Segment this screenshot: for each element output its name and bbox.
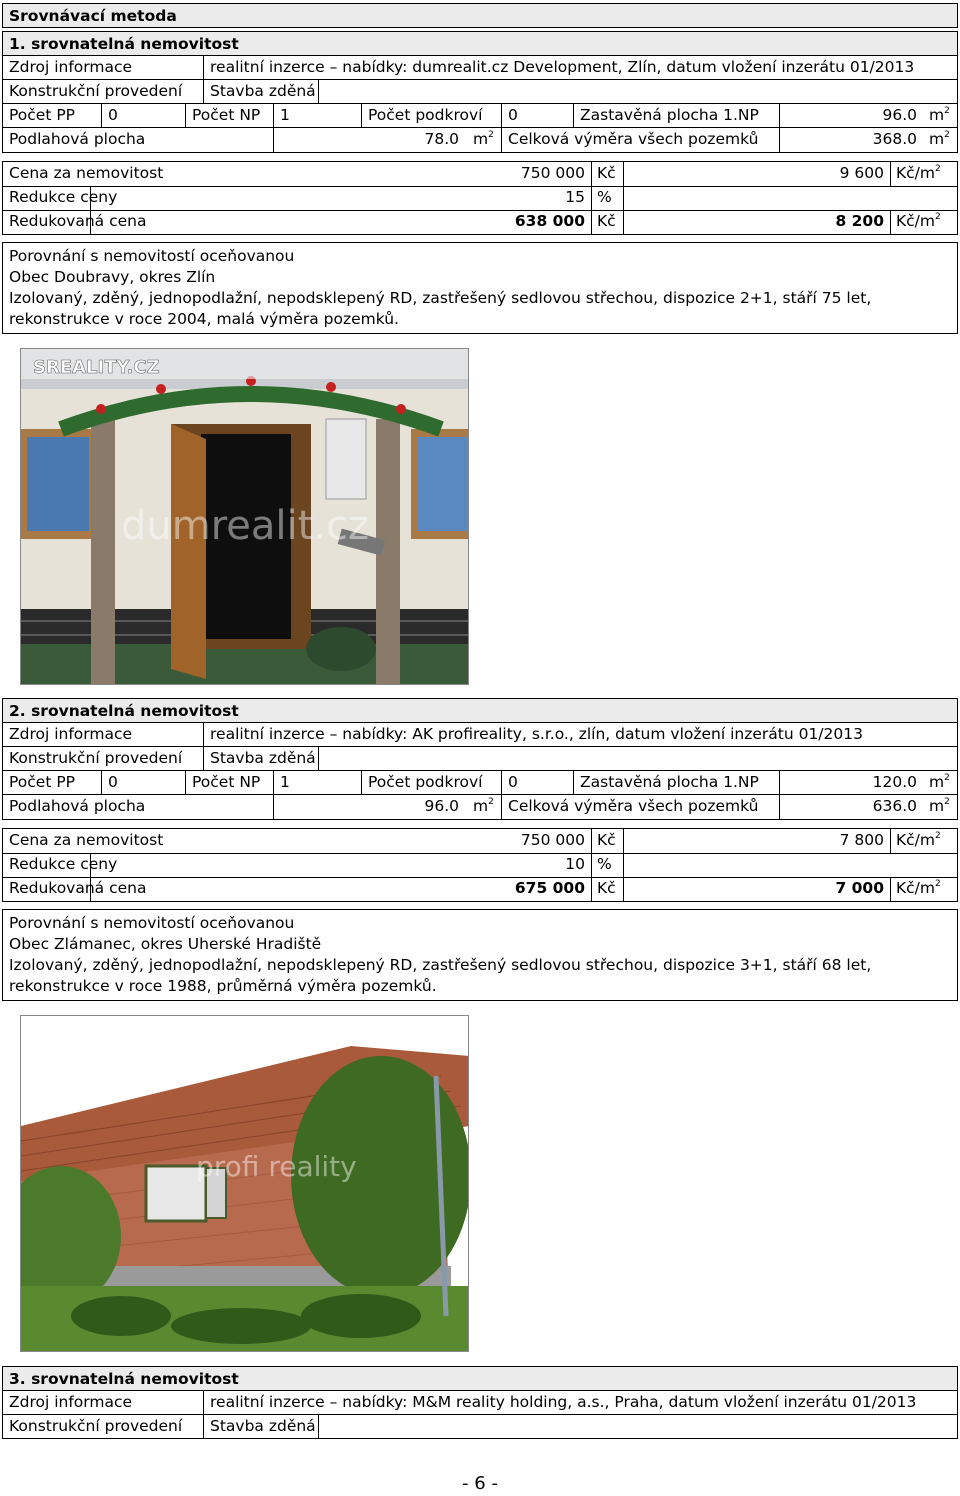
podkrovi-value: 0: [501, 771, 573, 794]
pozemky-value: 636.0: [779, 795, 923, 819]
konstrukce-value: Stavba zděná: [203, 1415, 319, 1438]
cena-m2-unit: $Kč/m^2$: [896, 164, 941, 182]
zdroj-value: realitní inzerce – nabídky: dumrealit.cz Development, Zlín, datum vložení inzerátu 01/2013: [203, 56, 957, 79]
cena-label: Cena za nemovitost: [9, 164, 164, 182]
konstrukce-row: [2, 80, 958, 104]
konstrukce-value: Stavba zděná: [203, 80, 319, 103]
konstrukce-value: Stavba zděná: [203, 747, 319, 770]
ceny-block: [2, 828, 958, 902]
obec-value: Obec Zlámanec, okres Uherské Hradiště: [9, 935, 322, 953]
section-title: Srovnávací metoda: [9, 7, 177, 25]
zdroj-value: realitní inzerce – nabídky: AK profireality, s.r.o., zlín, datum vložení inzerátu 01/2013: [203, 723, 957, 746]
svg-text:dumrealit.cz: dumrealit.cz: [121, 503, 370, 549]
obec-value: Obec Doubravy, okres Zlín: [9, 268, 216, 286]
zdroj-row: [2, 723, 958, 747]
podlahova-label: Podlahová plocha: [9, 797, 146, 815]
plochy-row: [2, 795, 958, 820]
np-label: Počet NP: [185, 771, 273, 794]
pozemky-unit: $m^2$: [929, 130, 950, 148]
redukovana-value: 675 000: [514, 879, 585, 897]
cena-m2-unit: $Kč/m^2$: [896, 831, 941, 849]
property-1-photo: [20, 348, 469, 685]
pozemky-value: 368.0: [779, 128, 923, 152]
zastavena-value: 96.0: [779, 104, 923, 127]
pozemky-unit: $m^2$: [929, 797, 950, 815]
svg-text:SREALITY.CZ: SREALITY.CZ: [33, 357, 160, 378]
page-number: - 6 -: [462, 1473, 498, 1494]
podlahova-value: 78.0: [273, 128, 465, 152]
pp-label: Počet PP: [9, 773, 76, 791]
redukce-unit: %: [597, 188, 612, 206]
property-2-photo: [20, 1015, 469, 1352]
zdroj-label: Zdroj informace: [9, 725, 133, 743]
pp-value: 0: [101, 771, 185, 794]
pocty-row: [2, 771, 958, 795]
redukovana-label: Redukovaná cena: [9, 879, 147, 897]
konstrukce-row: [2, 747, 958, 771]
pozemky-label: Celková výměra všech pozemků: [501, 128, 779, 152]
konstrukce-label: Konstrukční provedení: [9, 82, 183, 100]
cena-unit: Kč: [597, 164, 616, 182]
cena-m2-value: 7 800: [839, 831, 884, 849]
zastavena-unit: $m^2$: [929, 773, 950, 791]
podlahova-unit: $m^2$: [473, 130, 494, 148]
zdroj-label: Zdroj informace: [9, 58, 133, 76]
pocty-row: [2, 104, 958, 128]
konstrukce-label: Konstrukční provedení: [9, 749, 183, 767]
podlahova-unit: $m^2$: [473, 797, 494, 815]
redukovana-m2-value: 8 200: [835, 212, 884, 230]
redukovana-value: 638 000: [514, 212, 585, 230]
zdroj-row: [2, 56, 958, 80]
redukce-unit: %: [597, 855, 612, 873]
redukovana-m2-value: 7 000: [835, 879, 884, 897]
np-value: 1: [273, 771, 361, 794]
redukovana-m2-unit: $Kč/m^2$: [896, 212, 941, 230]
redukovana-m2-unit: $Kč/m^2$: [896, 879, 941, 897]
section-title-row: [2, 3, 958, 28]
redukovana-unit: Kč: [597, 879, 616, 897]
plochy-row: [2, 128, 958, 153]
property-3-title-row: [2, 1366, 958, 1391]
podlahova-value: 96.0: [273, 795, 465, 819]
redukce-label: Redukce ceny: [9, 188, 118, 206]
cena-value: 750 000: [520, 831, 585, 849]
np-value: 1: [273, 104, 361, 127]
konstrukce-row: [2, 1415, 958, 1439]
zastavena-unit: $m^2$: [929, 106, 950, 124]
zdroj-row: [2, 1391, 958, 1415]
pp-label: Počet PP: [9, 106, 76, 124]
podkrovi-value: 0: [501, 104, 573, 127]
pozemky-label: Celková výměra všech pozemků: [501, 795, 779, 819]
zdroj-label: Zdroj informace: [9, 1393, 133, 1411]
ceny-block: [2, 161, 958, 235]
cena-m2-value: 9 600: [839, 164, 884, 182]
porovnani-block: [2, 242, 958, 334]
porovnani-label: Porovnání s nemovitostí oceňovanou: [9, 914, 295, 932]
podlahova-label: Podlahová plocha: [9, 130, 146, 148]
property-title: 2. srovnatelná nemovitost: [9, 702, 239, 720]
redukce-value: 10: [565, 855, 585, 873]
cena-value: 750 000: [520, 164, 585, 182]
zastavena-label: Zastavěná plocha 1.NP: [573, 771, 779, 794]
pp-value: 0: [101, 104, 185, 127]
konstrukce-label: Konstrukční provedení: [9, 1417, 183, 1435]
property-title: 3. srovnatelná nemovitost: [9, 1370, 239, 1388]
porovnani-label: Porovnání s nemovitostí oceňovanou: [9, 247, 295, 265]
popis-value: Izolovaný, zděný, jednopodlažní, nepodsklepený RD, zastřešený sedlovou střechou, dispozice 3+1, stáří 68 let, rekonstrukce v roce 1988, průměrná výměra pozemků.: [9, 956, 872, 995]
porovnani-block: [2, 909, 958, 1001]
cena-label: Cena za nemovitost: [9, 831, 164, 849]
property-2-title-row: [2, 698, 958, 723]
property-title: 1. srovnatelná nemovitost: [9, 35, 239, 53]
zdroj-value: realitní inzerce – nabídky: M&M reality holding, a.s., Praha, datum vložení inzerátu 01/2013: [203, 1391, 957, 1414]
cena-unit: Kč: [597, 831, 616, 849]
svg-text:profi reality: profi reality: [196, 1150, 357, 1183]
np-label: Počet NP: [185, 104, 273, 127]
property-1-title-row: [2, 31, 958, 56]
zastavena-label: Zastavěná plocha 1.NP: [573, 104, 779, 127]
redukce-label: Redukce ceny: [9, 855, 118, 873]
redukovana-unit: Kč: [597, 212, 616, 230]
podkrovi-label: Počet podkroví: [361, 104, 501, 127]
redukce-value: 15: [565, 188, 585, 206]
zastavena-value: 120.0: [779, 771, 923, 794]
popis-value: Izolovaný, zděný, jednopodlažní, nepodsklepený RD, zastřešený sedlovou střechou, dispozice 2+1, stáří 75 let, rekonstrukce v roce 2004, malá výměra pozemků.: [9, 289, 872, 328]
podkrovi-label: Počet podkroví: [361, 771, 501, 794]
redukovana-label: Redukovaná cena: [9, 212, 147, 230]
